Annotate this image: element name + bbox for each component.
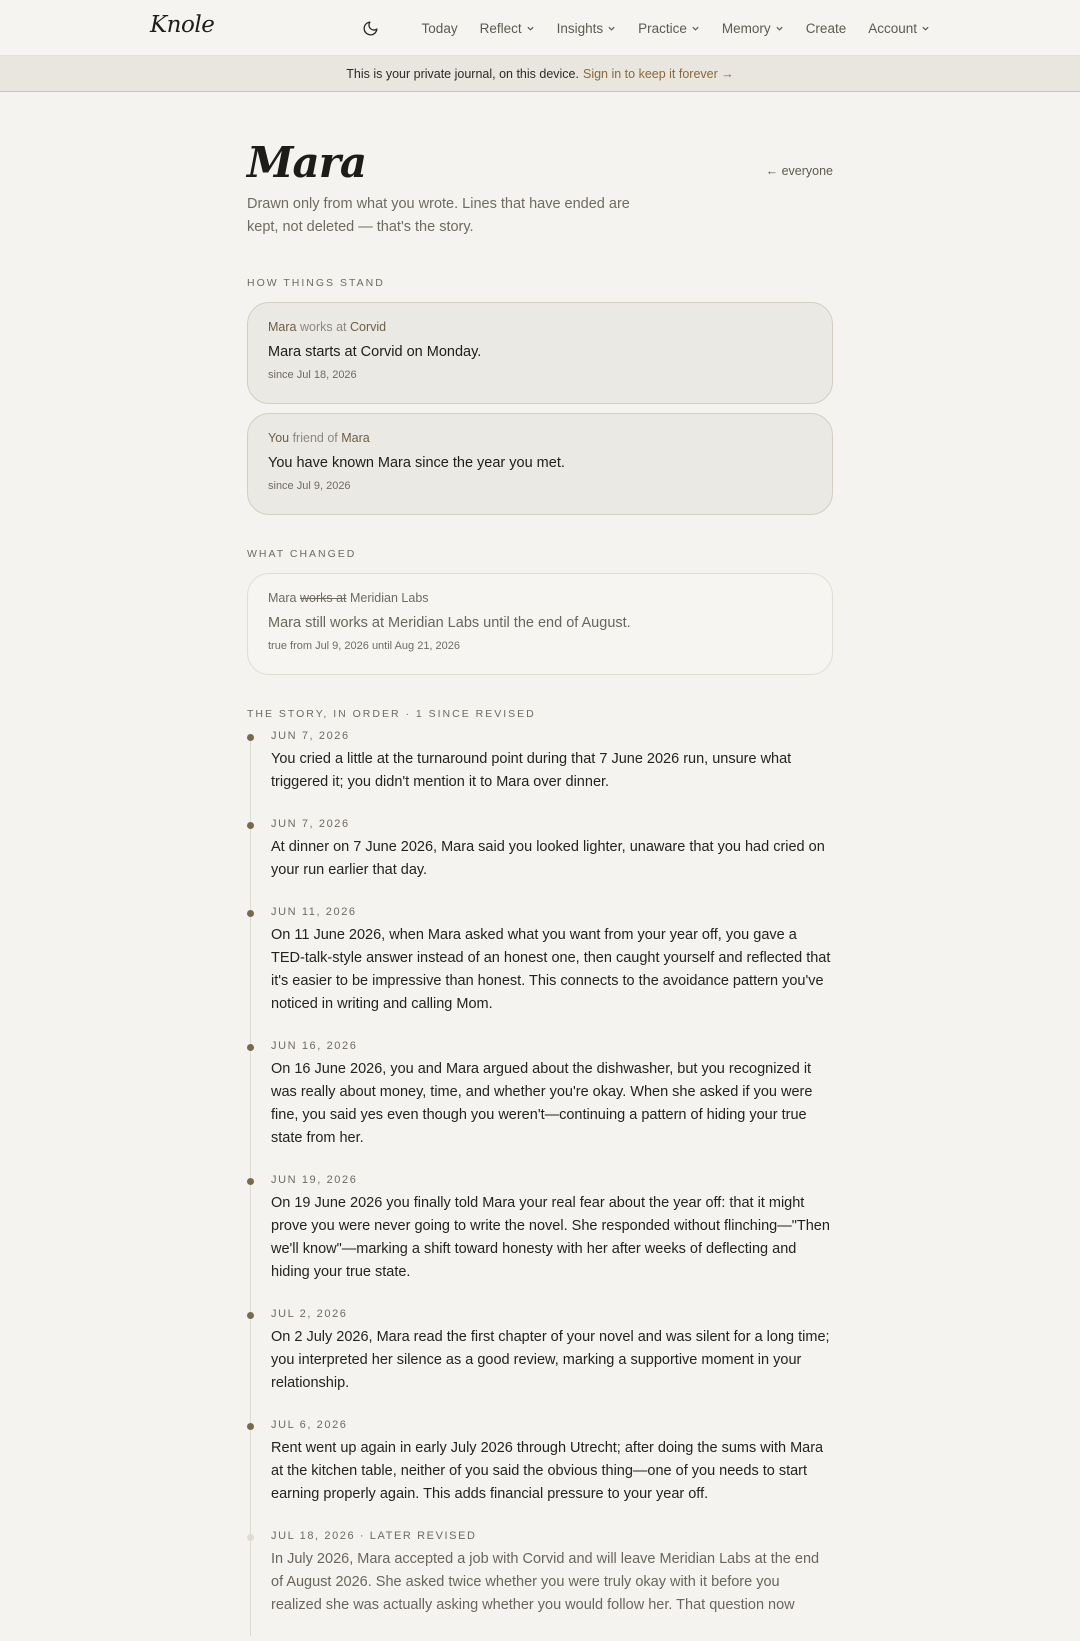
entry-date: JUL 6, 2026: [271, 1419, 348, 1431]
story-entry: [271, 906, 833, 1016]
fact-statement: You have known Mara since the year you met.: [268, 455, 565, 471]
timeline-line: [250, 736, 251, 1636]
person-page: [247, 135, 833, 1641]
fact-predicate: friend of: [292, 431, 338, 445]
nav-insights[interactable]: [557, 21, 617, 36]
nav-label: Account: [868, 20, 917, 36]
timeline-dot: [247, 1534, 254, 1541]
nav-reflect[interactable]: [480, 21, 535, 36]
fact-since: since Jul 18, 2026: [268, 369, 357, 381]
fact-subject[interactable]: Mara: [268, 320, 297, 334]
nav-label: Today: [421, 20, 458, 36]
theme-toggle-button[interactable]: [360, 17, 382, 39]
banner-text: This is your private journal, on this device.: [346, 66, 579, 81]
entry-text: On 2 July 2026, Mara read the first chapter of your novel and was silent for a long time; you interpreted her silence as a good review, marking a supportive moment in your relationship.: [271, 1329, 830, 1391]
entry-text: Rent went up again in early July 2026 through Utrecht; after doing the sums with Mara at the kitchen table, neither of you said the obvious thing—one of you needs to start earning properly again. This adds financial pressure to your year off.: [271, 1440, 824, 1502]
nav-label: Insights: [556, 20, 604, 36]
fact-object[interactable]: Meridian Labs: [350, 591, 429, 605]
section-label-what-changed: WHAT CHANGED: [247, 548, 357, 560]
fact-card: [247, 413, 833, 515]
entry-date: JUN 16, 2026: [271, 1040, 358, 1052]
story-entry: [271, 1040, 833, 1150]
entry-date: JUN 7, 2026: [271, 730, 350, 742]
fact-subject[interactable]: Mara: [268, 591, 297, 605]
entry-date: JUN 11, 2026: [271, 906, 357, 918]
fact-predicate: works at: [299, 320, 347, 334]
changed-fact-card: [247, 573, 833, 675]
entry-date: JUN 19, 2026: [271, 1174, 358, 1186]
fact-statement: Mara starts at Corvid on Monday.: [268, 344, 482, 360]
story-entry: [271, 730, 833, 794]
entry-text: On 11 June 2026, when Mara asked what you want from your year off, you gave a TED-talk-style answer instead of an honest one, then caught yourself and reflected that it's easier to be impressive than honest. This connects to the avoidance pattern you've noticed in writing and calling Mom.: [271, 927, 831, 1012]
page-subtitle: Drawn only from what you wrote. Lines that have ended are kept, not deleted — that's the story.: [247, 196, 630, 235]
current-facts: [247, 302, 833, 515]
fact-card: [247, 302, 833, 404]
app-logo[interactable]: Knole: [150, 12, 215, 38]
sign-in-link[interactable]: Sign in to keep it forever →: [582, 66, 734, 81]
fact-relation: [268, 320, 812, 336]
entry-date: JUL 2, 2026: [271, 1308, 348, 1320]
chevron-down-icon: [607, 24, 616, 33]
fact-range: true from Jul 9, 2026 until Aug 21, 2026: [268, 640, 461, 652]
entry-text: In July 2026, Mara accepted a job with Corvid and will leave Meridian Labs at the end of August 2026. She asked twice whether you were truly okay with it before you realized she was actually asking whether you would follow her. That question now: [271, 1551, 820, 1613]
fact-relation: [268, 431, 812, 447]
section-label-story: THE STORY, IN ORDER · 1 SINCE REVISED: [247, 708, 536, 720]
fact-statement: Mara still works at Meridian Labs until the end of August.: [268, 615, 631, 631]
nav-account[interactable]: [868, 21, 930, 36]
fact-object[interactable]: Corvid: [350, 320, 387, 334]
fact-subject[interactable]: You: [268, 431, 290, 445]
private-journal-banner: [0, 56, 1080, 92]
timeline-dot: [247, 1044, 254, 1051]
entry-date: JUN 7, 2026: [271, 818, 350, 830]
nav-memory[interactable]: [722, 21, 784, 36]
chevron-down-icon: [691, 24, 700, 33]
nav-label: Reflect: [479, 20, 522, 36]
story-timeline: [247, 730, 833, 1617]
entry-text: At dinner on 7 June 2026, Mara said you looked lighter, unaware that you had cried on your run earlier that day.: [271, 839, 825, 878]
nav-practice[interactable]: [638, 21, 700, 36]
section-label-how-things-stand: HOW THINGS STAND: [247, 277, 385, 289]
timeline-dot: [247, 1423, 254, 1430]
fact-since: since Jul 9, 2026: [268, 480, 351, 492]
nav-today[interactable]: [422, 21, 458, 36]
story-entry: [271, 1308, 833, 1395]
fact-relation: [268, 591, 812, 607]
top-nav: [0, 0, 1080, 56]
nav-label: Create: [805, 20, 847, 36]
back-to-everyone-link[interactable]: ← everyone: [765, 164, 833, 178]
story-entry-revised: [271, 1530, 833, 1617]
timeline-dot: [247, 822, 254, 829]
main-nav: [360, 0, 930, 56]
page-title: Mara: [247, 138, 367, 187]
moon-icon: [362, 20, 379, 37]
story-entry: [271, 818, 833, 882]
story-entry: [271, 1419, 833, 1506]
timeline-dot: [247, 1178, 254, 1185]
entry-text: On 16 June 2026, you and Mara argued about the dishwasher, but you recognized it was really about money, time, and whether you're okay. When she asked if you were fine, you said yes even though you weren't—continuing a pattern of hiding your true state from her.: [271, 1061, 813, 1146]
fact-object[interactable]: Mara: [341, 431, 370, 445]
chevron-down-icon: [775, 24, 784, 33]
nav-create[interactable]: [806, 21, 847, 36]
timeline-dot: [247, 734, 254, 741]
title-row: [247, 135, 833, 191]
entry-date: JUL 18, 2026 · LATER REVISED: [271, 1530, 477, 1542]
chevron-down-icon: [526, 24, 535, 33]
chevron-down-icon: [921, 24, 930, 33]
nav-label: Memory: [721, 20, 771, 36]
fact-predicate-ended: works at: [299, 591, 347, 605]
timeline-dot: [247, 1312, 254, 1319]
entry-text: On 19 June 2026 you finally told Mara your real fear about the year off: that it might prove you were never going to write the novel. She responded without flinching—"Then we'll know"—marking a shift toward honesty with her after weeks of deflecting and hiding your true state.: [271, 1195, 830, 1280]
nav-label: Practice: [638, 20, 687, 36]
story-entry: [271, 1174, 833, 1284]
timeline-dot: [247, 910, 254, 917]
entry-text: You cried a little at the turnaround point during that 7 June 2026 run, unsure what triggered it; you didn't mention it to Mara over dinner.: [271, 751, 792, 790]
